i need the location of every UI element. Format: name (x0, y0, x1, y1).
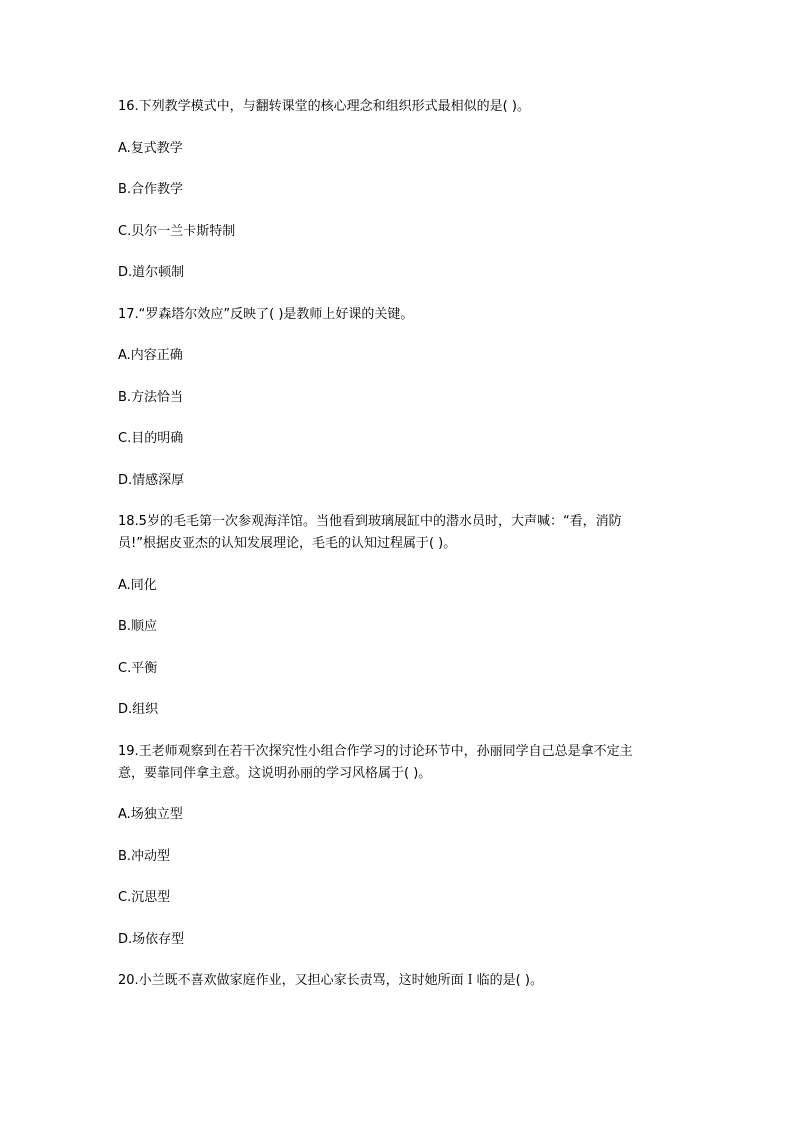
question-19-stem: 意，要靠同伴拿主意。这说明孙丽的学习风格属于( )。 (118, 765, 432, 781)
question-18-stem: 员!”根据皮亚杰的认知发展理论，毛毛的认知过程属于( )。 (118, 536, 457, 551)
question-16-option-a: A.复式教学 (118, 140, 183, 156)
question-16-option-c: C.贝尔一兰卡斯特制 (118, 223, 236, 239)
question-16-stem: 16.下列教学模式中，与翻转课堂的核心理念和组织形式最相似的是( )。 (118, 99, 530, 114)
question-20-stem: 20.小兰既不喜欢做家庭作业，又担心家长责骂，这时她所面Ｉ临的是( )。 (118, 973, 543, 988)
question-19-option-c: C.沉思型 (118, 890, 171, 905)
question-17-option-a: A.内容正确 (118, 348, 183, 363)
question-18-option-b: B.顺应 (118, 619, 158, 634)
question-17-stem: 17.“罗森塔尔效应”反映了( )是教师上好课的关键。 (118, 306, 414, 322)
question-18-stem: 18.5岁的毛毛第一次参观海洋馆。当他看到玻璃展缸中的潜水员时，大声喊：“看，消防 (118, 514, 622, 529)
question-18-option-c: C.平衡 (118, 660, 158, 676)
question-18-option-a: A.同化 (118, 577, 157, 593)
question-19-stem: 19.王老师观察到在若干次探究性小组合作学习的讨论环节中，孙丽同学自己总是拿不定主 (118, 743, 633, 759)
question-17-option-d: D.情感深厚 (118, 472, 185, 488)
question-19-option-a: A.场独立型 (118, 807, 183, 822)
question-18-option-d: D.组织 (118, 702, 159, 717)
question-19-option-d: D.场依存型 (118, 931, 185, 947)
question-17-option-c: C.目的明确 (118, 431, 184, 446)
question-16-option-b: B.合作教学 (118, 182, 184, 197)
question-16-option-d: D.道尔顿制 (118, 265, 185, 280)
question-19-option-b: B.冲动型 (118, 848, 171, 864)
question-17-option-b: B.方法恰当 (118, 389, 184, 405)
